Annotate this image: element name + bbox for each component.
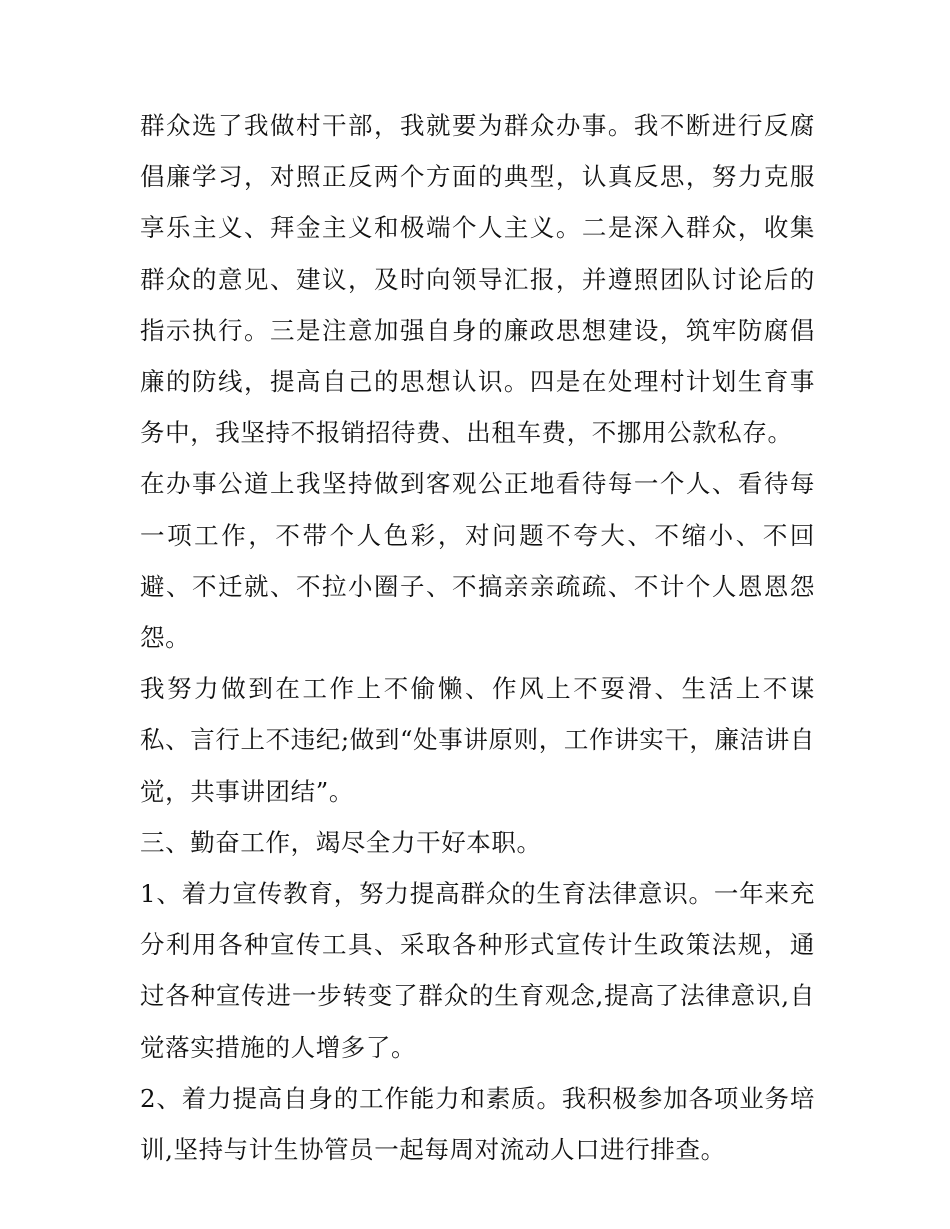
- paragraph-item-2: 2、着力提高自身的工作能力和素质。我积极参加各项业务培训,坚持与计生协管员一起每周对流动人口进行排查。: [140, 1083, 815, 1165]
- paragraph-1: 群众选了我做村干部，我就要为群众办事。我不断进行反腐倡廉学习，对照正反两个方面的典型，认真反思，努力克服享乐主义、拜金主义和极端个人主义。二是深入群众，收集群众的意见、建议，及时向领导汇报，并遵照团队讨论后的指示执行。三是注意加强自身的廉政思想建设，筑牢防腐倡廉的防线，提高自己的思想认识。四是在处理村计划生育事务中，我坚持不报销招待费、出租车费，不挪用公款私存。: [140, 111, 815, 448]
- paragraph-3: 我努力做到在工作上不偷懒、作风上不耍滑、生活上不谋私、言行上不违纪;做到“处事讲原则，工作讲实干，廉洁讲自觉，共事讲团结”。: [140, 674, 815, 806]
- section-heading: 三、勤奋工作，竭尽全力干好本职。: [140, 827, 542, 857]
- document-body: [140, 100, 815, 1175]
- paragraph-2: 在办事公道上我坚持做到客观公正地看待每一个人、看待每一项工作，不带个人色彩，对问题不夸大、不缩小、不回避、不迁就、不拉小圈子、不搞亲亲疏疏、不计个人恩恩怨怨。: [140, 469, 815, 653]
- paragraph-item-1: 1、着力宣传教育，努力提高群众的生育法律意识。一年来充分利用各种宣传工具、采取各种形式宣传计生政策法规，通过各种宣传进一步转变了群众的生育观念,提高了法律意识,自觉落实措施的人增多了。: [140, 879, 815, 1062]
